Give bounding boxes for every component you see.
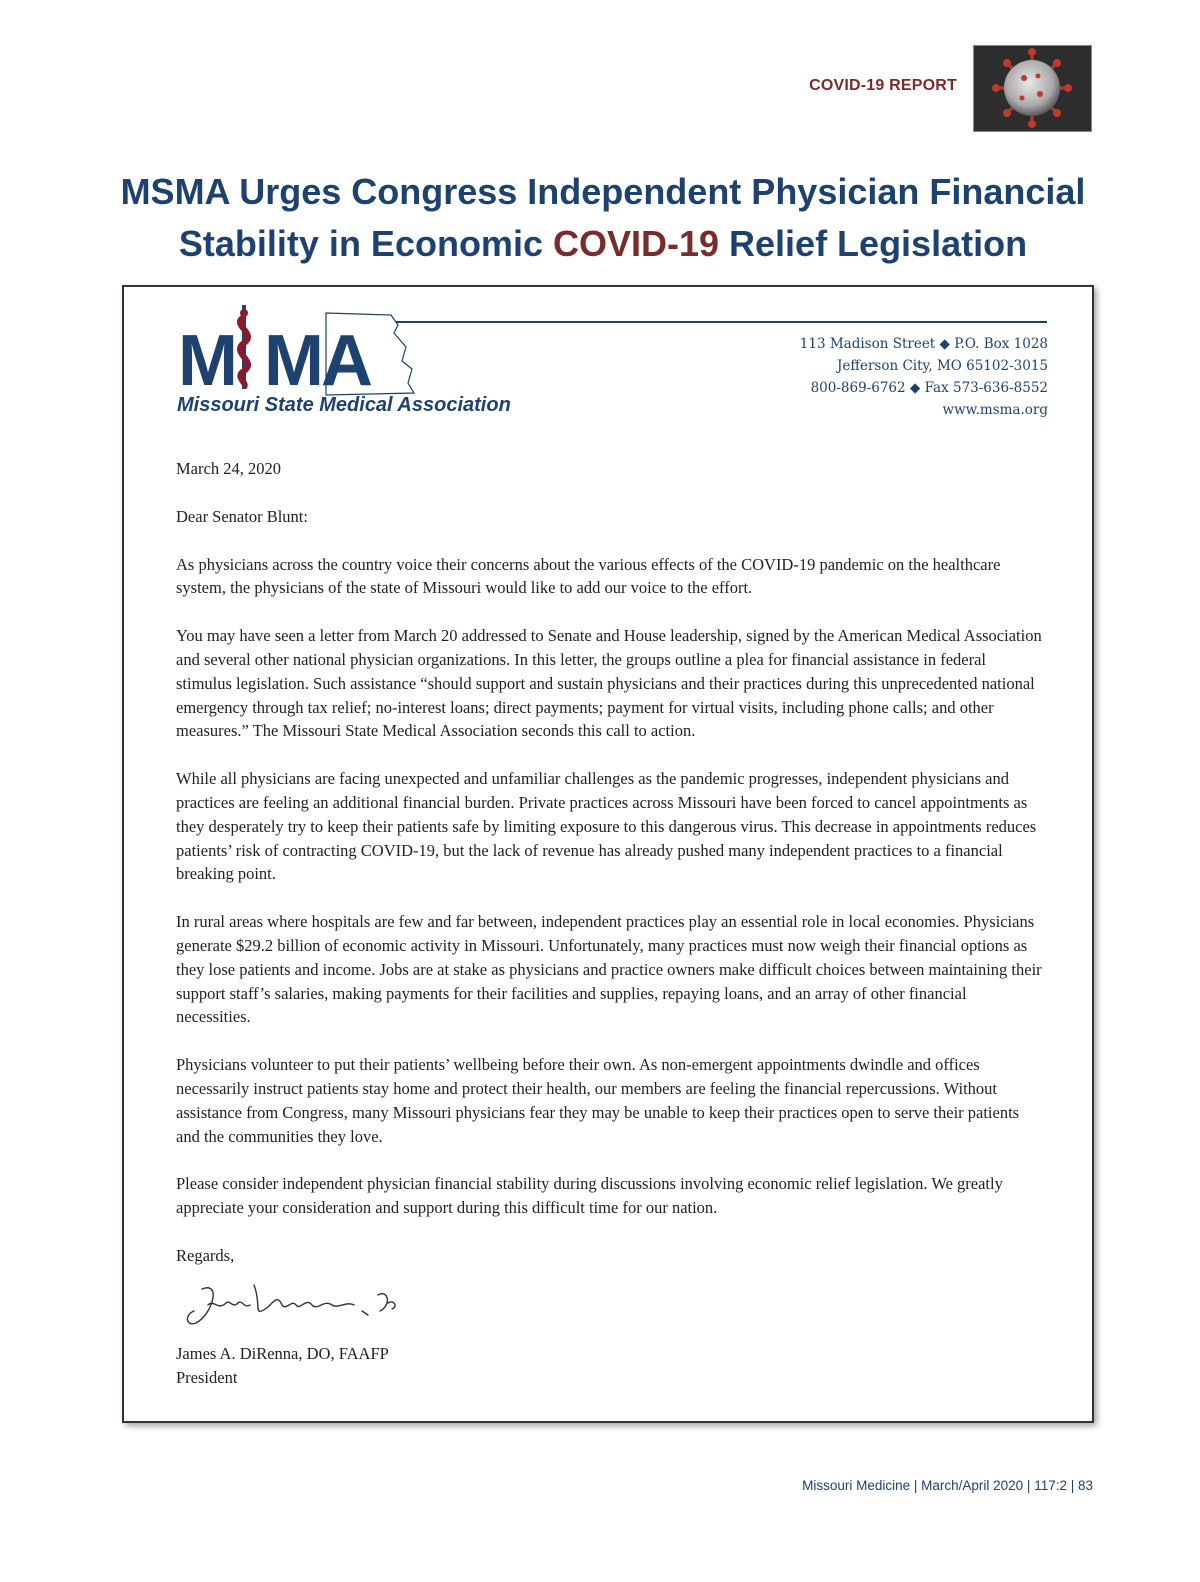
- letter-paragraph: In rural areas where hospitals are few and far between, independent practices play an essential role in local economies. Physicians generate $29.2 billion of economic activity in Missouri. Unfortunately, many practices must now weigh their financial options as they lose patients and income. Jobs are at stake as physicians and practice owners make difficult choices between maintaining their support staff’s salaries, making payments for their facilities and supplies, repaying loans, and an array of other financial necessities.: [176, 912, 1042, 1027]
- letter-paragraph: While all physicians are facing unexpected and unfamiliar challenges as the pandemic progresses, independent physicians and practices are feeling an additional financial burden. Private practices across Missouri have been forced to cancel appointments as they desperately try to keep their patients safe by limiting exposure to this dangerous virus. This decrease in appointments reduces patients’ risk of contracting COVID-19, but the lack of revenue has already pushed many independent practices to a financial breaking point.: [176, 769, 1037, 884]
- page-footer: Missouri Medicine | March/April 2020 | 117:2 | 83: [802, 1478, 1093, 1493]
- letter-paragraph: You may have seen a letter from March 20 addressed to Senate and House leadership, signed by the American Medical Association and several other national physician organizations. In this letter, the groups outline a plea for financial assistance in federal stimulus legislation. Such assistance “should support and sustain physicians and their practices during this unprecedented national emergency through tax relief; no-interest loans; direct payments; payment for virtual visits, including phone calls; and other measures.” The Missouri State Medical Association seconds this call to action.: [176, 626, 1042, 741]
- svg-text:MA: MA: [264, 321, 370, 401]
- letter-paragraph: As physicians across the country voice their concerns about the various effects of the COVID-19 pandemic on the healthcare system, the physicians of the state of Missouri would like to add our voice to the effort.: [176, 554, 1001, 598]
- rod-of-asclepius-icon: [240, 305, 248, 389]
- letter-paragraph: Please consider independent physician financial stability during discussions involving economic relief legislation. We greatly appreciate your consideration and support during this difficult time for our nation.: [176, 1174, 1003, 1218]
- signature-image: [182, 1275, 422, 1335]
- letter-panel: [122, 285, 1094, 1423]
- signer-block: [176, 1342, 389, 1390]
- svg-text:M: M: [178, 321, 235, 401]
- letter-date: March 24, 2020: [176, 459, 281, 478]
- section-label: COVID-19 REPORT: [809, 77, 957, 94]
- logo-name: Missouri State Medical Association: [177, 394, 511, 416]
- address-line: 800-869-6762 ◆ Fax 573-636-8552: [810, 380, 1048, 396]
- letter-salutation: Dear Senator Blunt:: [176, 506, 308, 526]
- title-part-2: Relief Legislation: [719, 223, 1028, 264]
- signer-name: James A. DiRenna, DO, FAAFP: [176, 1344, 389, 1363]
- article-title: [60, 166, 1146, 270]
- address-line: Jefferson City, MO 65102-3015: [836, 358, 1048, 374]
- letter-paragraph: Physicians volunteer to put their patients’ wellbeing before their own. As non-emergent appointments dwindle and offices necessarily instruct patients stay home and protect their health, our members are feeling the financial repercussions. Without assistance from Congress, many Missouri physicians fear they may be unable to keep their practices open to serve their patients and the communities they love.: [176, 1055, 1020, 1146]
- coronavirus-image: [973, 45, 1092, 132]
- letterhead-address: [800, 333, 1048, 421]
- letter-closing: Regards,: [176, 1245, 235, 1265]
- signer-title: President: [176, 1368, 238, 1387]
- website-link[interactable]: www.msma.org: [942, 402, 1048, 418]
- title-highlight: COVID-19: [552, 223, 720, 264]
- title-part-1: MSMA Urges Congress Independent Physician Financial Stability in Economic: [120, 171, 1086, 264]
- address-line: 113 Madison Street ◆ P.O. Box 1028: [799, 336, 1048, 352]
- letter-body: [176, 457, 1044, 1292]
